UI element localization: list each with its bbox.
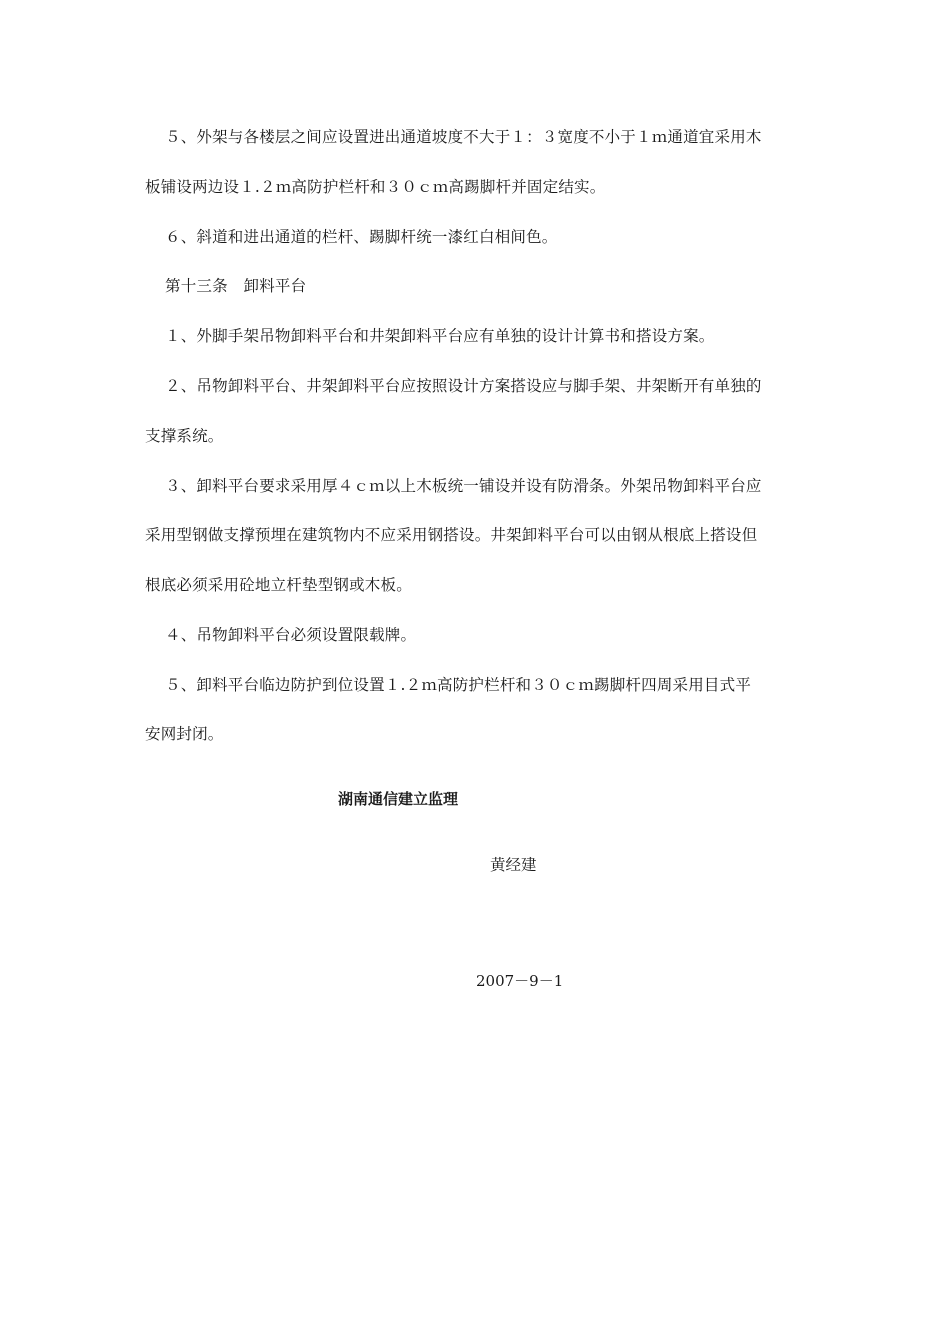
- section-heading: 第十三条 卸料平台: [165, 277, 307, 295]
- paragraph-line: ６、斜道和进出通道的栏杆、踢脚杆统一漆红白相间色。: [165, 228, 558, 246]
- paragraph-line: ４、吊物卸料平台必须设置限载牌。: [165, 626, 417, 644]
- paragraph-line: 采用型钢做支撑预埋在建筑物内不应采用钢搭设。井架卸料平台可以由钢从根底上搭设但: [145, 526, 758, 544]
- paragraph-line: ５、卸料平台临边防护到位设置１.２ｍ高防护栏杆和３０ｃｍ踢脚杆四周采用目式平: [165, 676, 752, 694]
- paragraph-line: 安网封闭。: [145, 725, 224, 743]
- paragraph-line: ３、卸料平台要求采用厚４ｃｍ以上木板统一铺设并设有防滑条。外架吊物卸料平台应: [165, 477, 762, 495]
- paragraph-line: １、外脚手架吊物卸料平台和井架卸料平台应有单独的设计计算书和搭设方案。: [165, 327, 715, 345]
- paragraph-line: ２、吊物卸料平台、井架卸料平台应按照设计方案搭设应与脚手架、井架断开有单独的: [165, 377, 762, 395]
- paragraph-line: 板铺设两边设１.２ｍ高防护栏杆和３０ｃｍ高踢脚杆并固定结实。: [145, 178, 606, 196]
- signature-date: 2007－9－1: [476, 972, 564, 990]
- signature-organization: 湖南通信建立监理: [338, 790, 459, 808]
- paragraph-line: 支撑系统。: [145, 427, 224, 445]
- paragraph-line: ５、外架与各楼层之间应设置进出通道坡度不大于１：３宽度不小于１ｍ通道宜采用木: [165, 128, 762, 146]
- paragraph-line: 根底必须采用砼地立杆垫型钢或木板。: [145, 576, 412, 594]
- signature-person: 黄经建: [490, 856, 537, 874]
